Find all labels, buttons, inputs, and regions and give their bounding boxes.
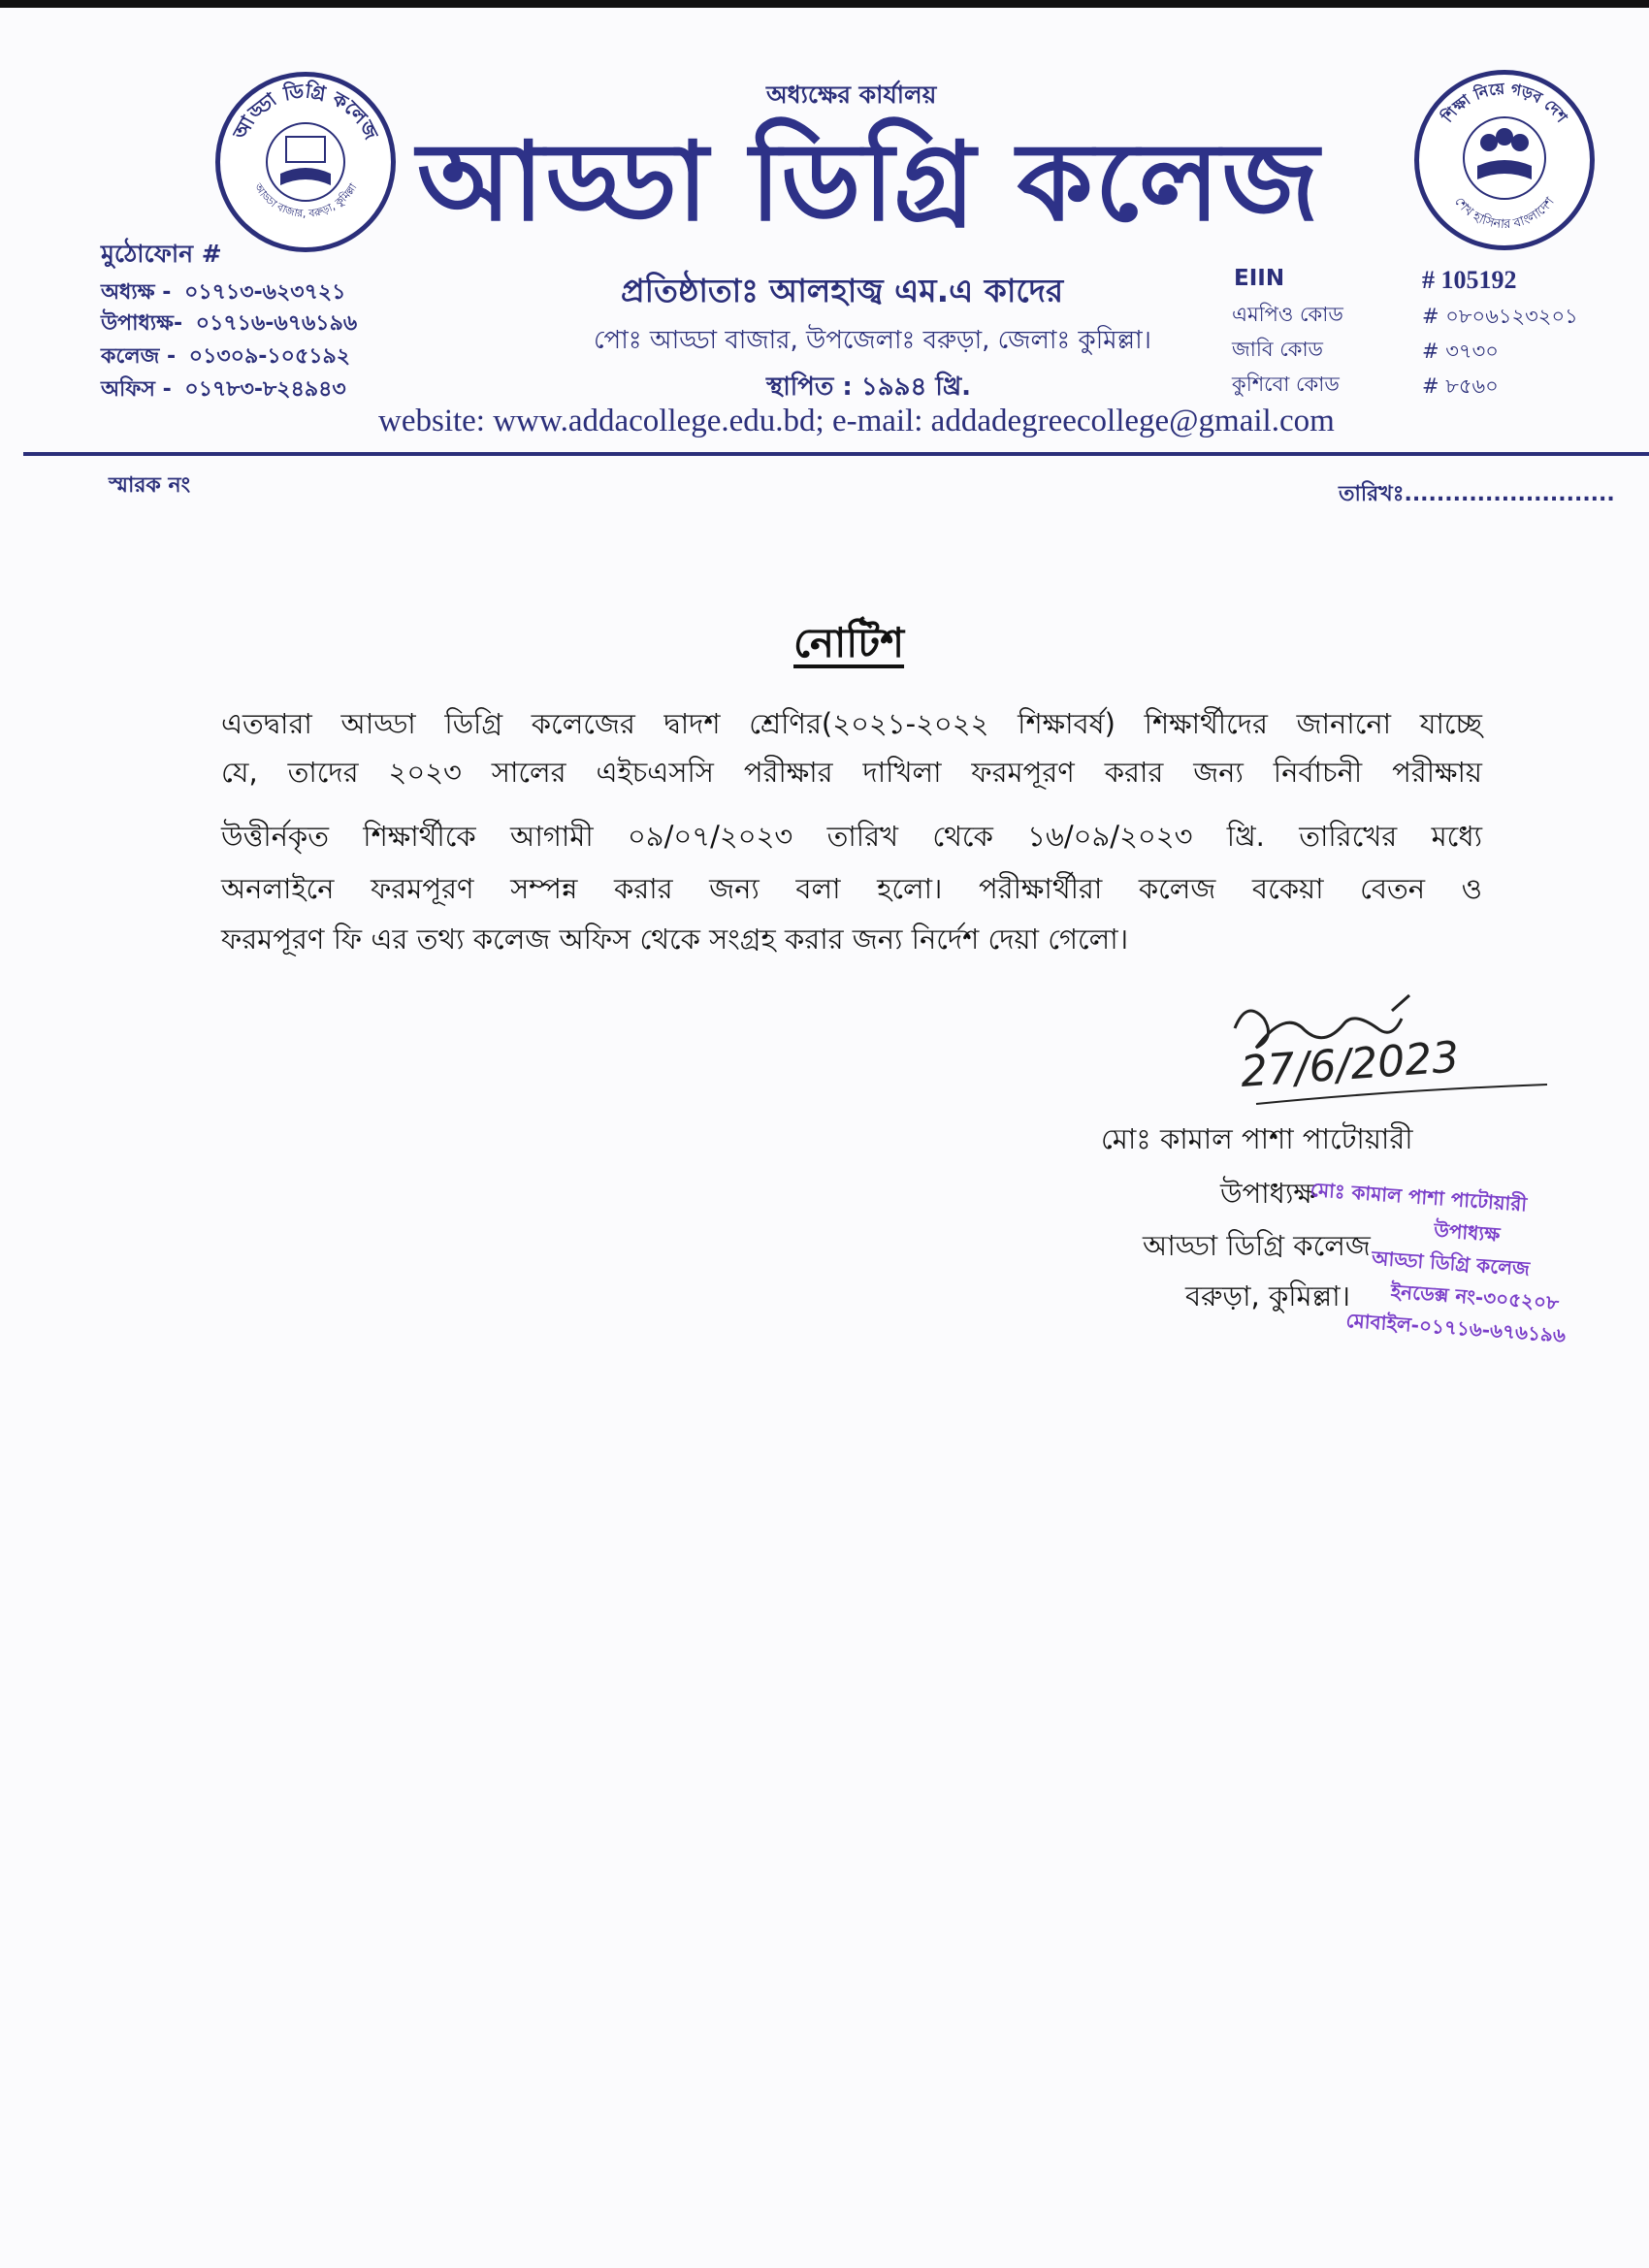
board-code-label: কুশিবো কোড — [1232, 373, 1340, 396]
phone-value: ০১৩০৯-১০৫১৯২ — [188, 344, 351, 369]
phone-value: ০১৭৮৩-৮২৪৯৪৩ — [184, 377, 346, 402]
mpo-code-value: # ০৮০৬১২৩২০১ — [1422, 305, 1578, 328]
stamp-line: মোঃ কামাল পাশা পাটোয়ারী — [1310, 1177, 1528, 1216]
scan-top-edge — [0, 0, 1649, 8]
notice-line: ফরমপূরণ ফি এর তথ্য কলেজ অফিস থেকে সংগ্রহ করার জন্য নির্দেশ দেয়া গেলো। — [221, 923, 1129, 956]
phone-label: কলেজ - — [101, 344, 177, 369]
phone-value: ০১৭১৩-৬২৩৭২১ — [184, 280, 346, 305]
signatory-designation: উপাধ্যক্ষ — [1220, 1177, 1316, 1210]
notice-line: এতদ্বারা আড্ডা ডিগ্রি কলেজের দ্বাদশ শ্রেণির(২০২১-২০২২ শিক্ষাবর্ষ) শিক্ষার্থীদের জানানো যাচ্ছে — [221, 707, 1482, 740]
stamp-line: ইনডেক্স নং-৩০৫২০৮ — [1390, 1280, 1560, 1315]
signatory-college: আড্ডা ডিগ্রি কলেজ — [1143, 1229, 1371, 1262]
motto-seal-right-icon — [1414, 70, 1595, 250]
signatory-place: বরুড়া, কুমিল্লা। — [1185, 1280, 1351, 1312]
college-name: আড্ডা ডিগ্রি কলেজ — [417, 119, 1321, 245]
address-line: পোঃ আড্ডা বাজার, উপজেলাঃ বরুড়া, জেলাঃ কুমিল্লা। — [594, 326, 1151, 355]
memo-number-label: স্মারক নং — [109, 473, 191, 498]
website-email-line: website: www.addacollege.edu.bd; e-mail: addadegreecollege@gmail.com — [378, 404, 1335, 438]
founder-line: প্রতিষ্ঠাতাঃ আলহাজ্ব এম.এ কাদের — [621, 272, 1064, 309]
svg-text:শেখ হাসিনার বাংলাদেশ — [1451, 195, 1558, 233]
stamp-line: উপাধ্যক্ষ — [1433, 1217, 1502, 1247]
nu-code-value: # ৩৭৩০ — [1422, 340, 1499, 363]
established-line: স্থাপিত : ১৯৯৪ খ্রি. — [766, 373, 972, 402]
left-seal-title: আড্ডা ডিগ্রি কলেজ — [228, 79, 383, 144]
notice-title: নোটিশ — [793, 619, 905, 666]
phone-row-vice-principal — [101, 307, 357, 342]
handwritten-date: 27/6/2023 — [1239, 1032, 1461, 1097]
right-seal-title: শিক্ষা নিয়ে গড়ব দেশ — [1438, 79, 1571, 126]
nu-code-label: জাবি কোড — [1232, 338, 1324, 361]
phone-label: উপাধ্যক্ষ- — [101, 311, 183, 336]
svg-text:আড্ডা ডিগ্রি কলেজ — [228, 79, 384, 144]
signatory-name: মোঃ কামাল পাশা পাটোয়ারী — [1101, 1122, 1413, 1155]
letterhead-divider — [23, 452, 1649, 456]
date-label: তারিখঃ.......................... — [1339, 482, 1615, 506]
mpo-code-label: এমপিও কোড — [1232, 303, 1343, 326]
notice-line: যে, তাদের ২০২৩ সালের এইচএসসি পরীক্ষার দাখিলা ফরমপূরণ করার জন্য নির্বাচনী পরীক্ষায় — [221, 756, 1482, 789]
board-code-value: # ৮৫৬০ — [1422, 374, 1499, 398]
notice-line: উত্তীর্নকৃত শিক্ষার্থীকে আগামী ০৯/০৭/২০২৩ তারিখ থেকে ১৬/০৯/২০২৩ খ্রি. তারিখের মধ্যে — [221, 820, 1482, 853]
phone-heading: মুঠোফোন # — [101, 240, 222, 268]
phone-row-college — [101, 340, 350, 375]
office-label: অধ্যক্ষের কার্যালয় — [766, 81, 937, 109]
phone-value: ০১৭১৬-৬৭৬১৯৬ — [195, 311, 358, 336]
svg-text:শিক্ষা নিয়ে গড়ব দেশ — [1437, 80, 1571, 127]
eiin-value: # 105192 — [1422, 266, 1517, 294]
phone-label: অধ্যক্ষ - — [101, 280, 172, 305]
notice-line: অনলাইনে ফরমপূরণ সম্পন্ন করার জন্য বলা হলো। পরীক্ষার্থীরা কলেজ বকেয়া বেতন ও — [221, 872, 1482, 905]
handwritten-signature — [1217, 989, 1567, 1116]
right-seal-bottom: শেখ হাসিনার বাংলাদেশ — [1451, 194, 1558, 233]
stamp-line: আড্ডা ডিগ্রি কলেজ — [1371, 1246, 1531, 1280]
eiin-label: EIIN — [1234, 266, 1285, 291]
phone-label: অফিস - — [101, 377, 172, 402]
left-seal-bottom: আড্ডা বাজার, বরুড়া, কুমিল্লা — [251, 180, 360, 220]
stamp-line: মোবাইল-০১৭১৬-৬৭৬১৯৬ — [1344, 1308, 1567, 1347]
phone-row-office — [101, 373, 346, 408]
official-stamp — [1300, 1176, 1575, 1354]
college-seal-left-icon — [215, 72, 396, 252]
